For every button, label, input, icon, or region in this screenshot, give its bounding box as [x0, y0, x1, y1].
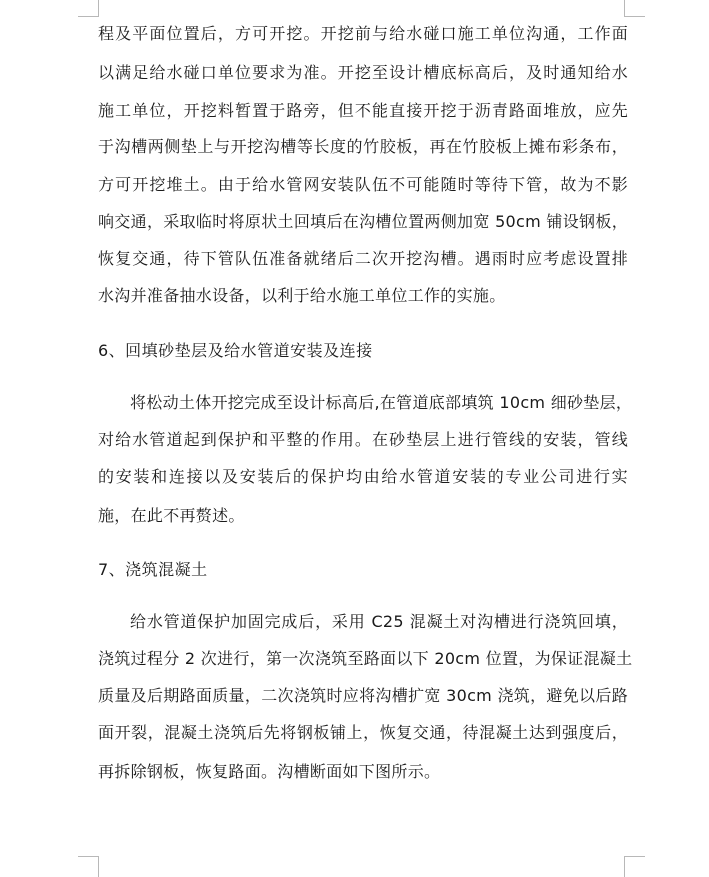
paragraph-2-line: 将松动土体开挖完成至设计标高后,在管道底部填筑 10cm 细砂垫层，	[130, 393, 633, 412]
paragraph-1-line: 方可开挖堆土。由于给水管网安装队伍不可能随时等待下管，故为不影	[98, 175, 628, 194]
paragraph-1-line: 以满足给水碰口单位要求为准。开挖至设计槽底标高后，及时通知给水	[98, 63, 628, 82]
paragraph-3-line: 面开裂，混凝土浇筑后先将钢板铺上，恢复交通，待混凝土达到强度后，	[98, 723, 628, 742]
section-heading-7: 7、浇筑混凝土	[98, 560, 208, 579]
paragraph-3-line: 给水管道保护加固完成后，采用 C25 混凝土对沟槽进行浇筑回填，	[130, 612, 628, 631]
page-corner-mark-bottom-right	[624, 856, 645, 877]
page-corner-mark-top-right	[624, 0, 645, 17]
paragraph-2-line: 对给水管道起到保护和平整的作用。在砂垫层上进行管线的安装，管线	[98, 430, 628, 449]
paragraph-1-line: 施工单位，开挖料暂置于路旁，但不能直接开挖于沥青路面堆放，应先	[98, 101, 628, 120]
page-corner-mark-top-left	[78, 0, 99, 17]
paragraph-3-line: 质量及后期路面质量，二次浇筑时应将沟槽扩宽 30cm 浇筑，避免以后路	[98, 686, 628, 705]
paragraph-1-line: 恢复交通，待下管队伍准备就绪后二次开挖沟槽。遇雨时应考虑设置排	[98, 249, 628, 268]
paragraph-1-line: 于沟槽两侧垫上与开挖沟槽等长度的竹胶板，再在竹胶板上摊布彩条布，	[98, 137, 628, 156]
paragraph-2-line: 施，在此不再赘述。	[98, 506, 245, 525]
section-heading-6: 6、回填砂垫层及给水管道安装及连接	[98, 341, 373, 360]
paragraph-3-line: 浇筑过程分 2 次进行，第一次浇筑至路面以下 20cm 位置，为保证混凝土	[98, 649, 633, 668]
paragraph-1-line: 响交通，采取临时将原状土回填后在沟槽位置两侧加宽 50cm 铺设钢板，	[98, 212, 628, 231]
paragraph-1-line: 水沟并准备抽水设备，以利于给水施工单位工作的实施。	[98, 286, 506, 305]
paragraph-3-line: 再拆除钢板，恢复路面。沟槽断面如下图所示。	[98, 762, 441, 781]
paragraph-2-line: 的安装和连接以及安装后的保护均由给水管道安装的专业公司进行实	[98, 467, 628, 486]
paragraph-1-line: 程及平面位置后，方可开挖。开挖前与给水碰口施工单位沟通，工作面	[98, 24, 628, 43]
page-corner-mark-bottom-left	[78, 856, 99, 877]
